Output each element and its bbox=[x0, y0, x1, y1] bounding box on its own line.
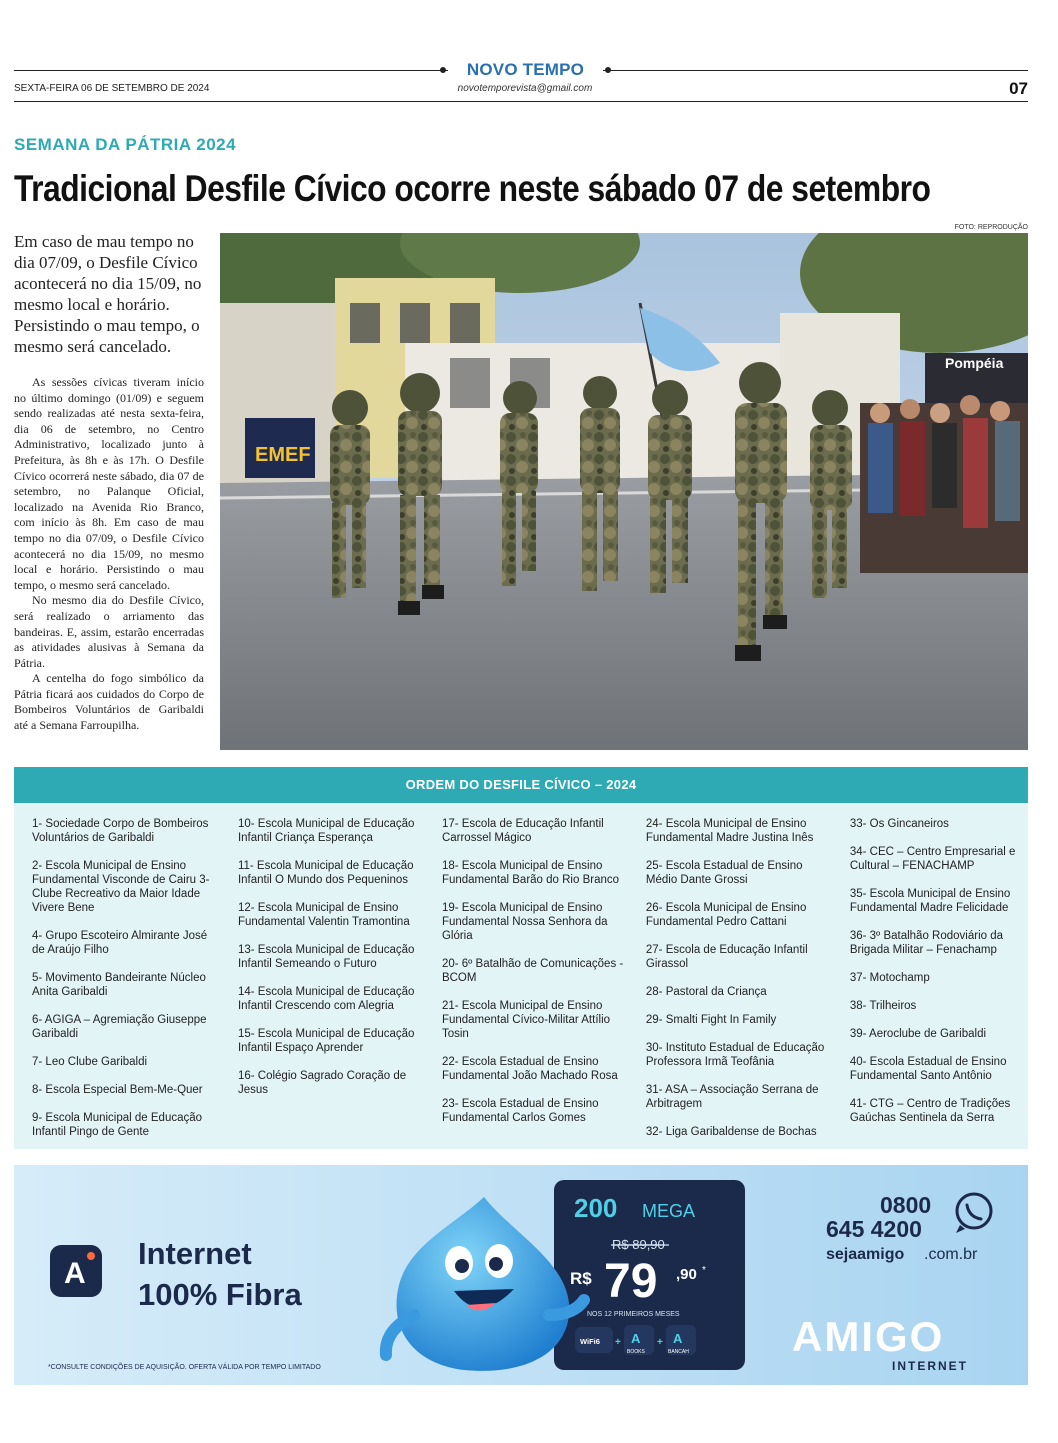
list-item: 14- Escola Municipal de Educação Infantil Crescendo com Alegria bbox=[237, 986, 415, 1012]
photo-credit: FOTO: REPRODUÇÃO bbox=[954, 224, 1028, 231]
banca-badge-label: BANCAH bbox=[668, 1349, 689, 1355]
list-item: 13- Escola Municipal de Educação Infantil Semeando o Futuro bbox=[237, 944, 415, 970]
header-dot-right bbox=[605, 67, 611, 73]
list-item: 2- Escola Municipal de Ensino Fundamental Visconde de Cairu 3- Clube Recreativo da Maior Idade Vivere Bene bbox=[32, 860, 210, 914]
article-body bbox=[14, 375, 204, 734]
parade-order-column bbox=[32, 817, 218, 1153]
parade-order-column bbox=[238, 817, 424, 1153]
list-item: 25- Escola Estadual de Ensino Médio Dante Grossi bbox=[645, 860, 803, 886]
ad-artwork bbox=[14, 1165, 1028, 1385]
amigo-logo-sub: INTERNET bbox=[892, 1359, 968, 1373]
list-item: 37- Motochamp bbox=[849, 972, 930, 984]
list-item: 34- CEC – Centro Empresarial e Cultural – FENACHAMP bbox=[849, 846, 1016, 872]
list-item: 16- Colégio Sagrado Coração de Jesus bbox=[237, 1070, 407, 1096]
banca-badge-glyph: A bbox=[673, 1331, 683, 1346]
price-asterisk: * bbox=[702, 1265, 706, 1276]
list-item: 26- Escola Municipal de Ensino Fundamental Pedro Cattani bbox=[645, 902, 807, 928]
speed-number: 200 bbox=[574, 1193, 618, 1223]
parade-order-column bbox=[850, 817, 1018, 1153]
header-rule-bottom bbox=[14, 101, 1028, 102]
parade-photo-illustration bbox=[220, 233, 1028, 750]
list-item: 32- Liga Garibaldense de Bochas bbox=[645, 1126, 817, 1138]
ad-headline-1: Internet bbox=[138, 1236, 252, 1271]
newspaper-name: NOVO TEMPO bbox=[448, 60, 603, 80]
list-item: 4- Grupo Escoteiro Almirante José de Araújo Filho bbox=[32, 930, 208, 956]
books-badge-glyph: A bbox=[631, 1331, 641, 1346]
advertisement-amigo-internet[interactable] bbox=[14, 1165, 1028, 1385]
store-sign: Pompéia bbox=[945, 355, 1004, 371]
list-item: 36- 3º Batalhão Rodoviário da Brigada Militar – Fenachamp bbox=[849, 930, 1004, 956]
school-banner-text: EMEF bbox=[255, 444, 311, 466]
parade-order-column bbox=[442, 817, 630, 1153]
list-item: 20- 6º Batalhão de Comunicações - BCOM bbox=[441, 958, 624, 984]
list-item: 30- Instituto Estadual de Educação Professora Irmã Teofânia bbox=[645, 1042, 825, 1068]
wifi-badge-label: WiFi6 bbox=[580, 1337, 600, 1346]
list-item: 15- Escola Municipal de Educação Infantil Espaço Aprender bbox=[237, 1028, 415, 1054]
list-item: 11- Escola Municipal de Educação Infantil O Mundo dos Pequeninos bbox=[237, 860, 414, 886]
list-item: 35- Escola Municipal de Ensino Fundamental Madre Felicidade bbox=[849, 888, 1011, 914]
article-lede: Em caso de mau tempo no dia 07/09, o Desfile Cívico acontecerá no dia 15/09, no mesmo local e horário. Persistindo o mau tempo, o mesmo será cancelado. bbox=[14, 232, 202, 356]
phone-prefix: 0800 bbox=[880, 1192, 932, 1218]
list-item: 7- Leo Clube Garibaldi bbox=[32, 1056, 148, 1068]
plus-icon: + bbox=[657, 1337, 663, 1348]
list-item: 39- Aeroclube de Garibaldi bbox=[849, 1028, 987, 1040]
parade-order-columns bbox=[32, 817, 1018, 1153]
header-dot-left bbox=[440, 67, 446, 73]
list-item: 38- Trilheiros bbox=[849, 1000, 917, 1012]
ad-headline-2: 100% Fibra bbox=[138, 1277, 302, 1312]
phone-number: 645 4200 bbox=[826, 1216, 922, 1242]
list-item: 8- Escola Especial Bem-Me-Quer bbox=[32, 1084, 203, 1096]
article-paragraph: A centelha do fogo simbólico da Pátria ficará aos cuidados do Corpo de Bombeiros Voluntários de Garibaldi até a Semana Farroupilha. bbox=[14, 671, 204, 733]
list-item: 22- Escola Estadual de Ensino Fundamental João Machado Rosa bbox=[441, 1056, 618, 1082]
list-item: 41- CTG – Centro de Tradições Gaúchas Sentinela da Serra bbox=[849, 1098, 1011, 1124]
page-number: 07 bbox=[1009, 79, 1028, 98]
plus-icon: + bbox=[615, 1337, 621, 1348]
amigo-logo: AMIGO bbox=[792, 1313, 945, 1360]
app-icon-dot bbox=[87, 1252, 95, 1260]
article-headline: Tradicional Desfile Cívico ocorre neste sábado 07 de setembro bbox=[14, 168, 931, 209]
issue-date: SEXTA-FEIRA 06 DE SETEMBRO DE 2024 bbox=[14, 83, 210, 94]
parade-order-box bbox=[14, 767, 1028, 1149]
list-item: 12- Escola Municipal de Ensino Fundamental Valentin Tramontina bbox=[237, 902, 410, 928]
parade-order-column bbox=[646, 817, 834, 1153]
website-domain: sejaamigo bbox=[826, 1246, 905, 1263]
price-integer: 79 bbox=[604, 1255, 658, 1308]
list-item: 29- Smalti Fight In Family bbox=[645, 1014, 777, 1026]
list-item: 23- Escola Estadual de Ensino Fundamental Carlos Gomes bbox=[441, 1098, 599, 1124]
price-cents: ,90 bbox=[676, 1266, 697, 1283]
list-item: 17- Escola de Educação Infantil Carrossel Mágico bbox=[441, 818, 604, 844]
list-item: 40- Escola Estadual de Ensino Fundamental Santo Antônio bbox=[849, 1056, 1007, 1082]
app-icon-glyph: A bbox=[64, 1257, 86, 1290]
list-item: 9- Escola Municipal de Educação Infantil Pingo de Gente bbox=[32, 1112, 203, 1138]
price-currency: R$ bbox=[570, 1269, 592, 1288]
list-item: 6- AGIGA – Agremiação Giuseppe Garibaldi bbox=[32, 1014, 207, 1040]
list-item: 21- Escola Municipal de Ensino Fundamental Cívico-Militar Attílio Tosin bbox=[441, 1000, 611, 1040]
newspaper-email: novotemporevista@gmail.com bbox=[457, 83, 593, 94]
ad-disclaimer: *CONSULTE CONDIÇÕES DE AQUISIÇÃO. OFERTA VÁLIDA POR TEMPO LIMITADO bbox=[48, 1364, 321, 1371]
article-paragraph: No mesmo dia do Desfile Cívico, será realizado o arriamento das bandeiras. E, assim, estarão encerradas as atividades alusivas à Semana da Pátria. bbox=[14, 593, 204, 670]
old-price: R$ 89,90 bbox=[612, 1237, 665, 1252]
list-item: 5- Movimento Bandeirante Núcleo Anita Garibaldi bbox=[32, 972, 206, 998]
article-paragraph: As sessões cívicas tiveram início no último domingo (01/09) e seguem sendo realizadas até nesta sexta-feira, dia 06 de setembro, no Centro Administrativo, localizado junto à Prefeitura, às 8h e às 17h. O Desfile Cívico ocorrerá neste sábado, dia 07 de setembro, no Palanque Oficial, localizado na Avenida Rio Branco, com início às 8h. Em caso de mau tempo no dia 07/09, o Desfile Cívico acontecerá no dia 15/09, no mesmo local e horário. Persistindo o mau tempo, o mesmo será cancelado. bbox=[14, 375, 204, 592]
parade-order-title: ORDEM DO DESFILE CÍVICO – 2024 bbox=[14, 767, 1028, 803]
list-item: 10- Escola Municipal de Educação Infantil Criança Esperança bbox=[237, 818, 415, 844]
list-item: 18- Escola Municipal de Ensino Fundamental Barão do Rio Branco bbox=[441, 860, 620, 886]
speed-unit: MEGA bbox=[642, 1201, 696, 1221]
price-note: NOS 12 PRIMEIROS MESES bbox=[587, 1311, 680, 1318]
books-badge-label: BOOKS bbox=[627, 1349, 645, 1355]
list-item: 1- Sociedade Corpo de Bombeiros Voluntários de Garibaldi bbox=[32, 818, 209, 844]
website-suffix: .com.br bbox=[924, 1246, 978, 1263]
list-item: 28- Pastoral da Criança bbox=[645, 986, 767, 998]
list-item: 27- Escola de Educação Infantil Girassol bbox=[645, 944, 808, 970]
list-item: 19- Escola Municipal de Ensino Fundamental Nossa Senhora da Glória bbox=[441, 902, 608, 942]
list-item: 31- ASA – Associação Serrana de Arbitragem bbox=[645, 1084, 819, 1110]
list-item: 33- Os Gincaneiros bbox=[849, 818, 949, 830]
parade-photo bbox=[220, 233, 1028, 750]
section-kicker: SEMANA DA PÁTRIA 2024 bbox=[14, 135, 237, 154]
list-item: 24- Escola Municipal de Ensino Fundamental Madre Justina Inês bbox=[645, 818, 814, 844]
